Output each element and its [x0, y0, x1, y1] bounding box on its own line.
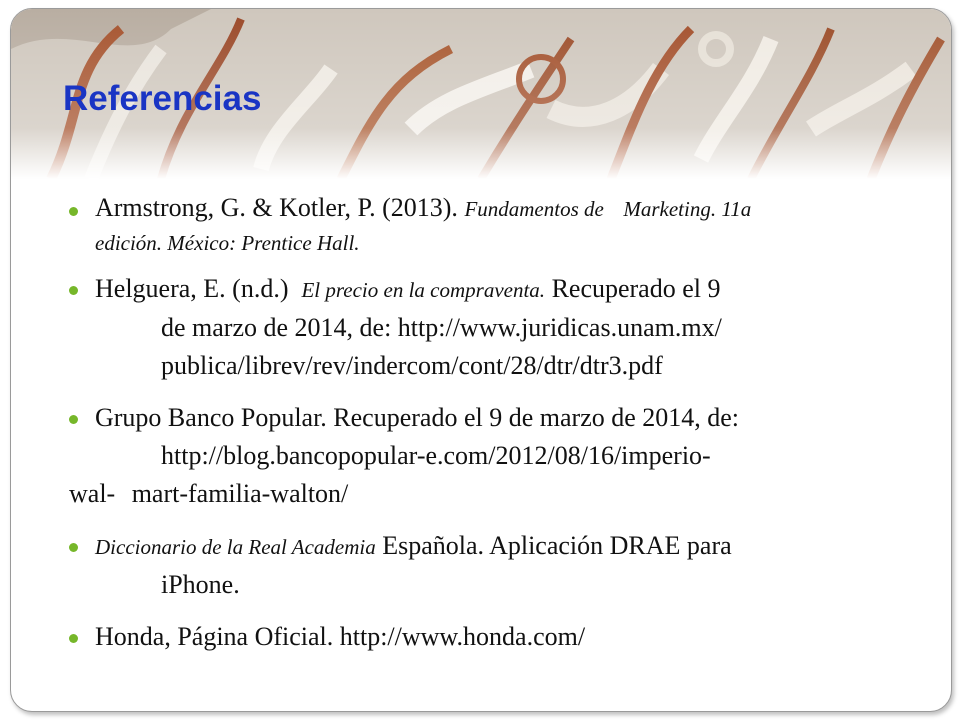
reference-author: Armstrong, G. & Kotler, P. (2013).: [95, 193, 458, 222]
slide: [10, 8, 952, 712]
reference-url-prefix: wal-: [69, 479, 116, 508]
reference-url-line: de marzo de 2014, de: http://www.juridicas.unam.mx/: [161, 313, 722, 342]
reference-item: [69, 399, 939, 513]
bullet-icon: [69, 415, 78, 424]
reference-text: Honda, Página Oficial. http://www.honda.com/: [95, 622, 586, 651]
reference-url-line: http://blog.bancopopular-e.com/2012/08/16/imperio-: [161, 441, 711, 470]
reference-author: Helguera, E. (n.d.): [95, 274, 289, 303]
reference-url-line: publica/librev/rev/indercom/cont/28/dtr/dtr3.pdf: [161, 351, 663, 380]
reference-work: Marketing. 11a: [623, 197, 752, 221]
references-list: [69, 191, 939, 670]
reference-text-line2: iPhone.: [161, 570, 240, 599]
reference-text: Grupo Banco Popular. Recuperado el 9 de marzo de 2014, de:: [95, 403, 740, 432]
reference-work: Diccionario de la Real Academia: [95, 535, 376, 559]
reference-text: Española. Aplicación DRAE para: [382, 531, 732, 560]
slide-title: Referencias: [63, 79, 262, 118]
bullet-icon: [69, 543, 78, 552]
bullet-icon: [69, 207, 78, 216]
reference-item: [69, 527, 939, 604]
reference-retrieved: Recuperado el 9: [551, 274, 721, 303]
reference-work: Fundamentos de: [464, 197, 604, 221]
reference-url-line: mart-familia-walton/: [131, 479, 349, 508]
reference-item: [69, 191, 939, 260]
reference-item: [69, 270, 939, 385]
reference-work: El precio en la compraventa.: [301, 278, 546, 302]
bullet-icon: [69, 286, 78, 295]
bullet-icon: [69, 634, 78, 643]
reference-item: [69, 618, 939, 656]
reference-work-line2: edición. México: Prentice Hall.: [95, 231, 360, 255]
